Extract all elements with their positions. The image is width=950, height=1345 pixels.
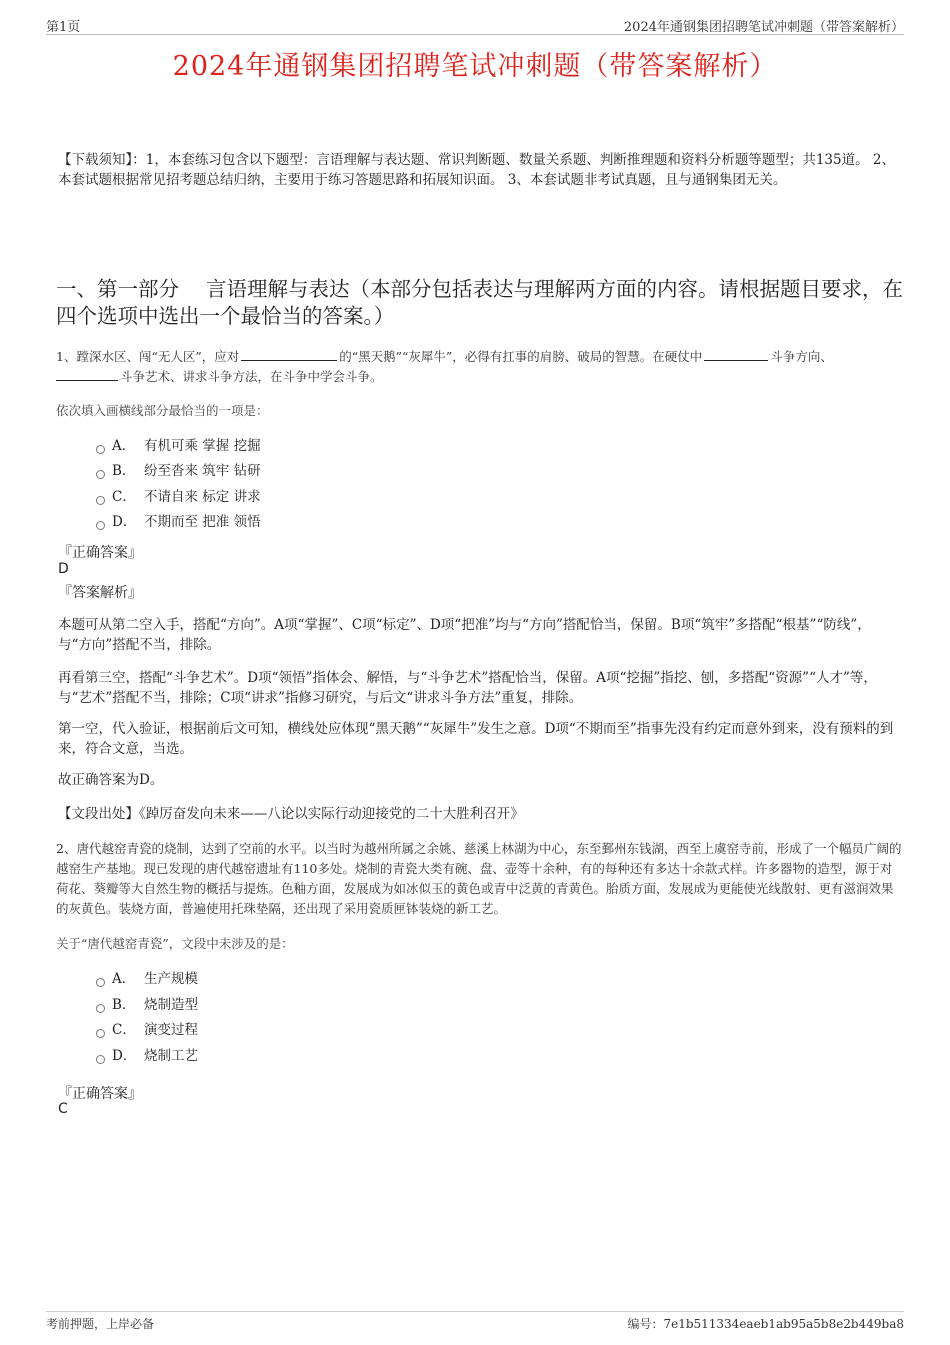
radio-icon[interactable] bbox=[96, 470, 105, 479]
analysis-paragraph: 本题可从第二空入手，搭配“方向”。A项“掌握”、C项“标定”、D项“把准”均与“方向”搭配恰当，保留。B项“筑牢”多搭配“根基”“防线”，与“方向”搭配不当，排除。 bbox=[58, 617, 871, 653]
option-c[interactable]: C． 不请自来 标定 讲求 bbox=[96, 487, 261, 507]
answer-value: C bbox=[58, 1101, 68, 1117]
download-notice: 【下载须知】：1，本套练习包含以下题型：言语理解与表达题、常识判断题、数量关系题、判断推理题和资料分析题等题型；共135道。 2、本套试题根据常见招考题总结归纳，主要用于练习答题思路和拓展知识面。 3、本套试题非考试真题，且与通钢集团无关。 bbox=[58, 152, 895, 188]
page-number: 第1页 bbox=[46, 20, 81, 35]
question-2-stem: 2、唐代越窑青瓷的烧制，达到了空前的水平。以当时为越州所属之余姚、慈溪上林湖为中心，东至鄞州东钱湖，西至上虞窑寺前，形成了一个幅员广阔的越窑生产基地。现已发现的唐代越窑遗址有110多处。烧制的青瓷大类有碗、盘、壶等十余种，有的每种还有多达十余款式样。许多器物的造型，源于对荷花、葵瓣等大自然生物的概括与提炼。色釉方面，发展成为如冰似玉的黄色或青中泛黄的青黄色。胎质方面，发展成为更能使光线散射、更有滋润效果的灰黄色。装烧方面，普遍使用托珠垫隔，还出现了采用瓷质匣钵装烧的新工艺。 bbox=[56, 841, 902, 916]
question-2-prompt: 关于“唐代越窑青瓷”，文段中未涉及的是： bbox=[56, 936, 294, 951]
analysis-paragraph: 第一空，代入验证，根据前后文可知，横线处应体现“黑天鹅”“灰犀牛”发生之意。D项“不期而至”指事先没有约定而意外到来，没有预料的到来，符合文意，当选。 bbox=[58, 721, 894, 757]
fill-blank-2 bbox=[704, 347, 768, 361]
page-title: 2024年通钢集团招聘笔试冲刺题（带答案解析） bbox=[172, 51, 778, 82]
question-1-prompt: 依次填入画横线部分最恰当的一项是： bbox=[56, 403, 269, 418]
header-doc-title: 2024年通钢集团招聘笔试冲刺题（带答案解析） bbox=[623, 20, 904, 35]
document-id: 编号：7e1b511334eaeb1ab95a5b8e2b449ba8 bbox=[627, 1317, 904, 1331]
option-a[interactable]: A． 有机可乘 掌握 挖掘 bbox=[96, 436, 261, 456]
answer-value: D bbox=[58, 561, 69, 577]
radio-icon[interactable] bbox=[96, 1055, 105, 1064]
radio-icon[interactable] bbox=[96, 978, 105, 987]
source-citation: 【文段出处】《踔厉奋发向未来——八论以实际行动迎接党的二十大胜利召开》 bbox=[58, 806, 524, 822]
option-c[interactable]: C． 演变过程 bbox=[96, 1020, 198, 1040]
fill-blank-1 bbox=[241, 347, 337, 361]
radio-icon[interactable] bbox=[96, 445, 105, 454]
analysis-paragraph: 再看第三空，搭配“斗争艺术”。D项“领悟”指体会、解悟，与“斗争艺术”搭配恰当，保留。A项“挖掘”指挖、刨，多搭配“资源”“人才”等，与“艺术”搭配不当，排除；C项“讲求”指修习研究，与后文“讲求斗争方法”重复，排除。 bbox=[58, 670, 877, 706]
fill-blank-3 bbox=[56, 367, 118, 381]
footer-slogan: 考前押题，上岸必备 bbox=[46, 1317, 155, 1331]
option-a[interactable]: A． 生产规模 bbox=[96, 969, 198, 989]
answer-label: 『正确答案』 bbox=[58, 545, 142, 561]
radio-icon[interactable] bbox=[96, 1004, 105, 1013]
page-header bbox=[46, 16, 904, 35]
answer-label: 『正确答案』 bbox=[58, 1086, 142, 1102]
radio-icon[interactable] bbox=[96, 1029, 105, 1038]
page-footer bbox=[46, 1311, 904, 1331]
radio-icon[interactable] bbox=[96, 521, 105, 530]
option-d[interactable]: D． 不期而至 把准 领悟 bbox=[96, 512, 261, 532]
option-b[interactable]: B． 烧制造型 bbox=[96, 995, 198, 1015]
question-1-stem: 1、蹚深水区、闯“无人区”，应对 的“黑天鹅”“灰犀牛”，必得有扛事的肩膀、破局的智慧。在硬仗中 斗争方向、 斗争艺术、讲求斗争方法，在斗争中学会斗争。 bbox=[56, 349, 833, 384]
analysis-label: 『答案解析』 bbox=[58, 585, 142, 601]
option-b[interactable]: B． 纷至沓来 筑牢 钻研 bbox=[96, 461, 261, 481]
option-d[interactable]: D． 烧制工艺 bbox=[96, 1046, 198, 1066]
radio-icon[interactable] bbox=[96, 496, 105, 505]
analysis-paragraph: 故正确答案为D。 bbox=[58, 772, 164, 788]
section-heading: 一、第一部分 言语理解与表达（本部分包括表达与理解两方面的内容。请根据题目要求，在四个选项中选出一个最恰当的答案。） bbox=[56, 277, 904, 328]
